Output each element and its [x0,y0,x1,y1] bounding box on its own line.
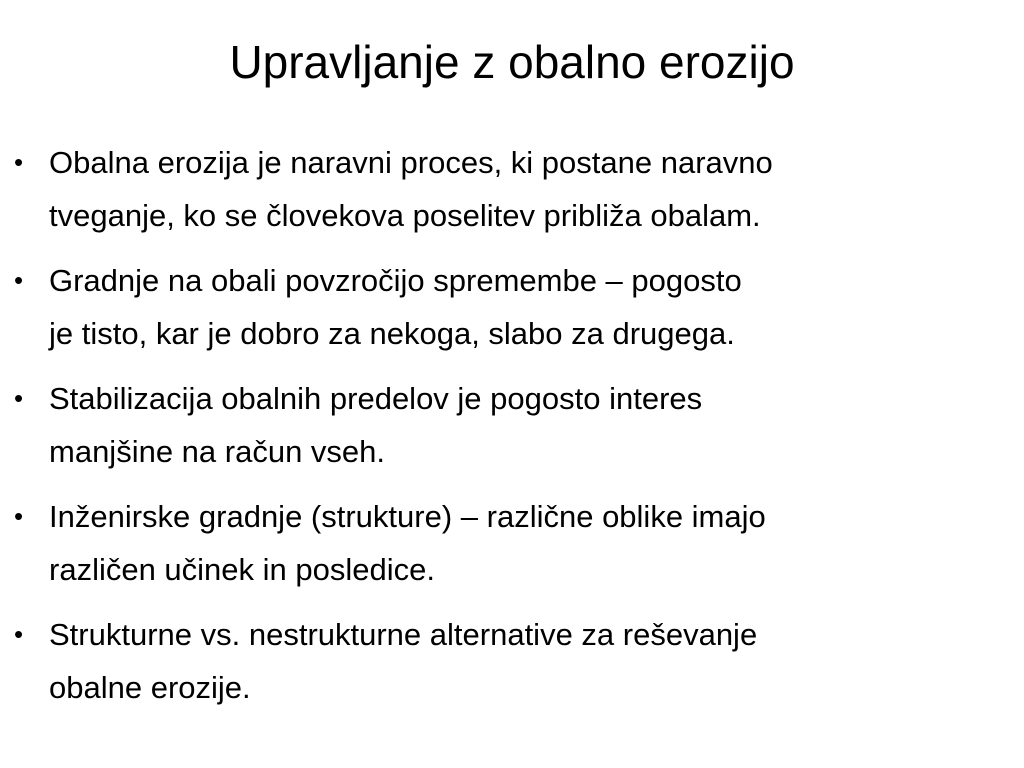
slide-title: Upravljanje z obalno erozijo [229,36,795,88]
bullet-text-line: je tisto, kar je dobro za nekoga, slabo za drugega. [49,316,735,351]
bullet-icon: • [14,383,24,413]
bullet-text-line: Strukturne vs. nestrukturne alternative za reševanje [49,617,758,652]
bullet-text-line: manjšine na račun vseh. [49,434,386,469]
bullet-text-line: Inženirske gradnje (strukture) – različne oblike imajo [49,499,766,534]
bullet-icon: • [14,147,24,177]
bullet-icon: • [14,501,24,531]
bullet-text-line: Stabilizacija obalnih predelov je pogosto interes [49,381,703,416]
bullet-item [0,372,1024,478]
bullet-item [0,608,1024,714]
bullet-icon: • [14,265,24,295]
bullet-icon: • [14,619,24,649]
bullet-text-line: Gradnje na obali povzročijo spremembe – pogosto [49,263,742,298]
bullet-item [0,254,1024,360]
bullet-text-line: različen učinek in posledice. [49,552,435,587]
bullet-list [0,136,1024,726]
bullet-item [0,136,1024,242]
bullet-text-line: Obalna erozija je naravni proces, ki postane naravno [49,145,773,180]
bullet-text-line: obalne erozije. [49,670,251,705]
bullet-text-line: tveganje, ko se človekova poselitev približa obalam. [49,198,761,233]
bullet-item [0,490,1024,596]
